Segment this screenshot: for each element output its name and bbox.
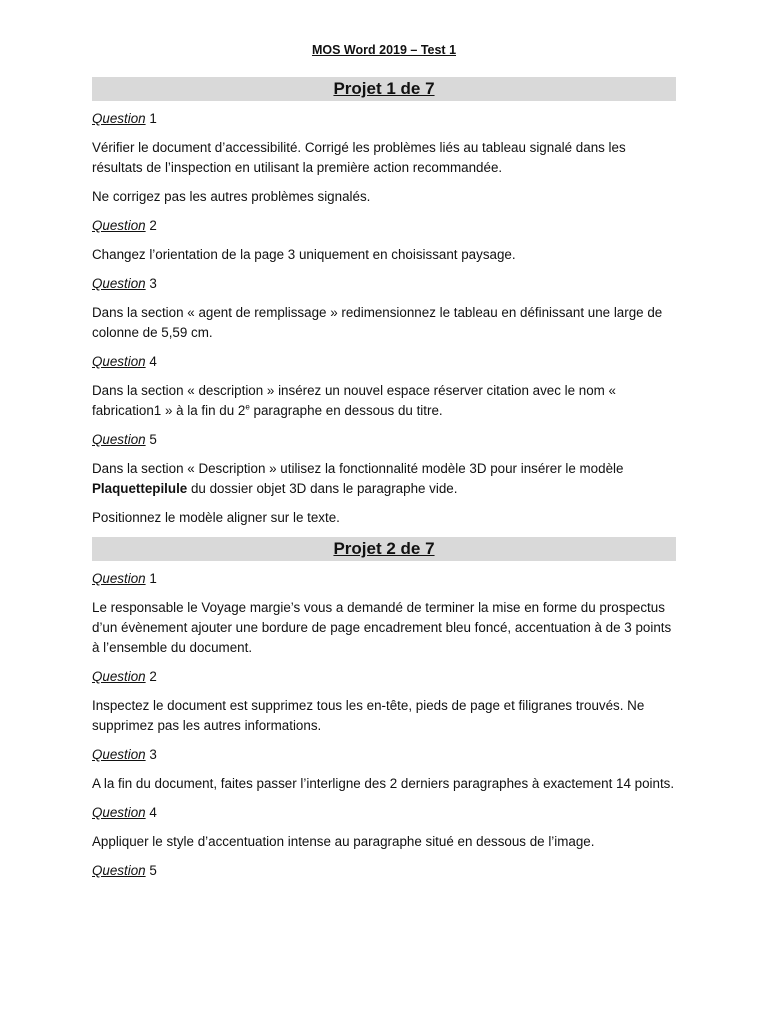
project-title: Projet 1 de 7 bbox=[333, 79, 435, 98]
question-text: Vérifier le document d’accessibilité. Corrigé les problèmes liés au tableau signalé dans les résultats de l’inspection en utilisant la première action recommandée. bbox=[92, 140, 626, 175]
question-heading: Question 4 bbox=[92, 805, 157, 820]
question-text: Inspectez le document est supprimez tous les en-tête, pieds de page et filigranes trouvés. Ne supprimez pas les autres informations. bbox=[92, 698, 645, 733]
project-1-banner bbox=[92, 77, 676, 101]
question-text: Dans la section « description » insérez un nouvel espace réserver citation avec le nom « fabrication1 » à la fin du 2e paragraphe en dessous du titre. bbox=[92, 383, 617, 418]
project-title: Projet 2 de 7 bbox=[333, 539, 435, 558]
question-text: Changez l’orientation de la page 3 uniquement en choisissant paysage. bbox=[92, 247, 516, 262]
document-title: MOS Word 2019 – Test 1 bbox=[311, 43, 457, 57]
question-heading: Question 1 bbox=[92, 111, 157, 126]
question-heading: Question 3 bbox=[92, 276, 157, 291]
question-heading: Question 5 bbox=[92, 432, 157, 447]
question-text: Dans la section « Description » utilisez la fonctionnalité modèle 3D pour insérer le modèle Plaquettepilule du dossier objet 3D dans le paragraphe vide. bbox=[92, 461, 624, 496]
question-heading: Question 2 bbox=[92, 669, 157, 684]
question-text: Le responsable le Voyage margie’s vous a demandé de terminer la mise en forme du prospectus d’un évènement ajouter une bordure de page encadrement bleu foncé, accentuation à de 3 points à l’ensemble du document. bbox=[92, 600, 672, 655]
question-text: Appliquer le style d’accentuation intense au paragraphe situé en dessous de l’image. bbox=[92, 834, 595, 849]
question-heading: Question 2 bbox=[92, 218, 157, 233]
question-heading: Question 4 bbox=[92, 354, 157, 369]
question-text: Dans la section « agent de remplissage » redimensionnez le tableau en définissant une large de colonne de 5,59 cm. bbox=[92, 305, 663, 340]
question-text: Positionnez le modèle aligner sur le texte. bbox=[92, 510, 340, 525]
project-2-banner bbox=[92, 537, 676, 561]
question-heading: Question 1 bbox=[92, 571, 157, 586]
document-content bbox=[92, 40, 676, 890]
question-text: Ne corrigez pas les autres problèmes signalés. bbox=[92, 189, 371, 204]
question-heading: Question 5 bbox=[92, 863, 157, 878]
model-name: Plaquettepilule bbox=[92, 481, 188, 496]
question-heading: Question 3 bbox=[92, 747, 157, 762]
question-text: A la fin du document, faites passer l’interligne des 2 derniers paragraphes à exactement 14 points. bbox=[92, 776, 675, 791]
